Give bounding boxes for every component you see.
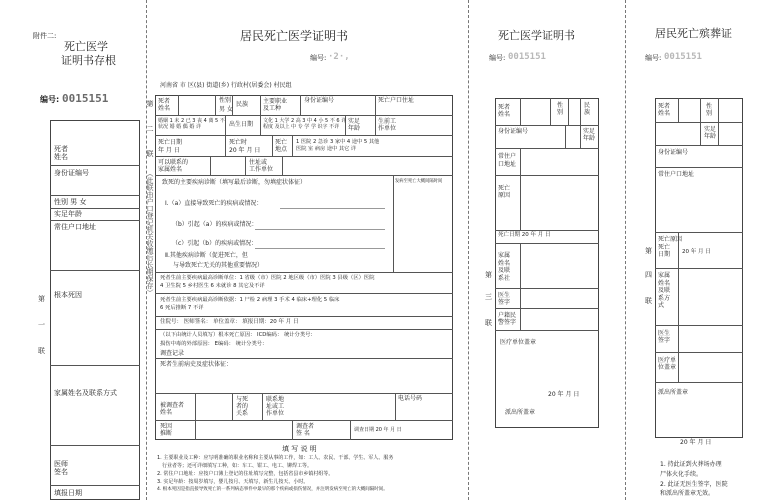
main-side-er: 二 xyxy=(146,125,154,132)
fourth-row-doctor: 医生 签字 xyxy=(658,330,671,345)
main-survey-date: 调查日期 20 年 月 日 xyxy=(354,427,402,433)
stub-row-family: 家属姓名及联系方式 xyxy=(54,389,117,397)
main-diag-other1: Ⅱ.其他疾病诊断（促进死亡，但 xyxy=(165,252,248,259)
fourth-serial-label: 编号: xyxy=(645,54,662,62)
main-r2-marital: 婚姻 1 未 2 已 3 丧 4 离 5 不 状况 婚 婚 偶 婚 详 xyxy=(158,118,225,131)
main-survey-label: 调查记录 xyxy=(160,350,185,357)
main-note-2: 2. 常住户口地址：应按户口簿上登记的住址填写完整，包括省县市乡镇村组等。 xyxy=(157,471,334,477)
main-note-1b: 行业者等；还可详细填写工种，如：车工、钳工、电工、铆焊工等。 xyxy=(162,463,313,469)
third-date: 20 年 月 日 xyxy=(548,391,580,398)
main-survey-contact: 联系地 址或工 作单位 xyxy=(266,396,285,418)
third-row-cause: 死亡 原因 xyxy=(498,185,511,200)
main-survey-history: 死者生前病史及症状体征： xyxy=(160,361,233,368)
stub-row-doctor: 医师 签名 xyxy=(54,460,68,477)
stub-serial-label: 编号: xyxy=(40,95,60,104)
stub-side-lian: 联 xyxy=(38,347,45,355)
stub-row-address: 常住户口地址 xyxy=(54,223,96,231)
main-r2-age: 实足 年龄 xyxy=(348,118,361,133)
main-side-instructions: （此联由户口登记机关收缴后长期保存） xyxy=(146,170,154,296)
fourth-row-address: 常住户口地址 xyxy=(658,171,695,178)
third-row-ethnic: 民 族 xyxy=(584,102,591,117)
main-serial-label: 编号: xyxy=(310,54,327,62)
fourth-note-1b: 尸体火化手续。 xyxy=(660,471,703,478)
fourth-side-lian: 联 xyxy=(645,297,652,305)
third-row-age: 实足 年龄 xyxy=(583,128,596,143)
fourth-row-family: 家属 姓名 及联 系方 式 xyxy=(658,272,671,309)
stub-title-line1: 死亡医学 xyxy=(64,40,108,53)
main-header-line: 河南省 市 区(县) 街道(乡) 行政村(居委会) 村民组 xyxy=(160,82,292,89)
main-r1-id-label: 身份证编号 xyxy=(304,97,335,104)
stub-attachment-label: 附件二: xyxy=(33,32,57,40)
stub-serial-number: 0015151 xyxy=(62,92,109,105)
stub-table xyxy=(50,120,140,500)
third-row-deathdate: 死亡日期 20 年 月 日 xyxy=(498,232,551,238)
main-r3-deathtime: 死亡时 20 年 月 日 xyxy=(229,139,261,154)
fourth-serial-number: 0015151 xyxy=(664,52,702,62)
main-note-3: 3. 实足年龄：按周岁填写，婴儿按月、天填写，新生儿按天、小时。 xyxy=(157,479,309,485)
main-diag-unit: 死者生前主要疾病最高诊断单位：1 省级（市）医院 2 地区级（市）医院 3 县级（区）医院 4 卫生院 5 乡村医生 6 未就诊 8 其它及不详 xyxy=(160,275,375,289)
third-title: 死亡医学证明书 xyxy=(498,29,575,42)
main-survey-phone: 电话号码 xyxy=(398,395,423,402)
stub-row-date: 填报日期 xyxy=(54,489,82,497)
fourth-death-date-value: 20 年 月 日 xyxy=(682,249,711,255)
perforation-line-3 xyxy=(625,0,626,500)
main-r1-occupation-label: 主要职业 及工种 xyxy=(263,98,288,113)
main-r1-ethnic-label: 民族 xyxy=(236,101,249,108)
main-title: 居民死亡医学证明书 xyxy=(240,29,349,43)
stub-side-di: 第 xyxy=(38,295,45,303)
main-notes-title: 填 写 说 明 xyxy=(282,445,317,453)
third-hospital-stamp: 医疗单位盖章 xyxy=(500,339,537,346)
main-survey-investigator: 调查者 签 名 xyxy=(296,423,315,438)
third-row-id: 身份证编号 xyxy=(498,128,529,135)
main-r1-name-label: 死者 姓名 xyxy=(158,98,171,113)
main-diag-b: （b）引起（a）的疾病或情况： xyxy=(172,221,258,228)
stub-row-gender: 性别 男 女 xyxy=(54,198,87,206)
main-diagnosis-interval: 发病至死亡大概间隔时间 xyxy=(395,179,443,184)
main-r3-place-options: 1 医院 2 急诊 3 家中 4 途中 5 其他 医院 室 病房 途中 其它 详 xyxy=(296,139,380,152)
main-sign-row: 住院号： 医师签名： 单位盖章： 填报日期：20 年 月 日 xyxy=(160,319,299,325)
main-diag-other2: 与导致死亡无关的其他重要情况） xyxy=(173,262,264,269)
main-r1-gender-options: 男 女 xyxy=(219,106,233,113)
fourth-row-age: 实足 年龄 xyxy=(704,126,717,141)
main-side-lian: 联 xyxy=(146,150,154,157)
third-side-lian: 联 xyxy=(485,319,492,327)
fourth-row-id: 身份证编号 xyxy=(658,149,689,156)
main-diag-a: Ⅰ.（a）直接导致死亡的疾病或情况： xyxy=(165,200,263,207)
third-serial-number: 0015151 xyxy=(508,52,546,62)
main-survey-relation: 与死 者的 关系 xyxy=(236,396,249,418)
fourth-date: 20 年 月 日 xyxy=(680,439,712,446)
fourth-row-deathdate: 死亡 日期 xyxy=(658,244,671,259)
third-row-address: 常住户 口地址 xyxy=(498,153,517,168)
main-r2-education: 文化 1 大学 2 高 3 中 4 小 5 不 6 详 程度 及以上 中 专 学 学 识字 不详 xyxy=(263,118,347,131)
fourth-row-gender: 性 别 xyxy=(706,103,713,118)
fourth-note-2: 2. 此证无医生签字，医院 xyxy=(660,481,728,488)
fourth-side-di: 第 xyxy=(645,247,652,255)
fourth-side-num: 四 xyxy=(645,271,652,279)
fourth-row-police: 派出所盖章 xyxy=(658,389,689,396)
third-row-doctor: 医生 签字 xyxy=(498,292,511,307)
main-survey-inference: 死因 推断 xyxy=(160,423,173,438)
stub-row-id: 身份证编号 xyxy=(54,169,89,177)
third-row-gender: 性 别 xyxy=(557,102,564,117)
stub-side-num: 一 xyxy=(38,321,45,329)
main-r3-place-label: 死亡 地点 xyxy=(275,139,288,154)
stub-row-name: 死者 姓名 xyxy=(54,145,68,162)
fourth-note-1: 1. 持此证到火葬场办理 xyxy=(660,461,722,468)
main-side-di: 第 xyxy=(146,100,154,107)
perforation-line-2 xyxy=(468,0,469,500)
main-note-4: 4. 根本死因是指直接导致死亡的一系列病态事件中最早的那个疾病或损伤情况，并注明发病至死亡的大概间隔时间。 xyxy=(157,487,388,492)
third-serial-label: 编号: xyxy=(489,54,506,62)
main-survey-respondent: 被调查者 姓名 xyxy=(160,402,185,417)
fourth-title: 居民死亡殡葬证 xyxy=(655,27,732,40)
third-police-stamp: 派出所盖章 xyxy=(505,409,536,416)
main-r1-gender-label: 性别 xyxy=(219,97,232,104)
main-r4-address: 住址或 工作单位 xyxy=(249,159,274,174)
fourth-row-cause: 死亡原因 xyxy=(658,236,683,243)
main-serial-number: ·2·, xyxy=(328,52,350,62)
fourth-note-2b: 和派出所盖章无效。 xyxy=(660,490,715,497)
main-r2-workunit: 生前工 作单位 xyxy=(378,118,397,133)
third-side-num: 三 xyxy=(485,293,492,301)
third-row-name: 死者 姓名 xyxy=(498,104,511,119)
third-side-di: 第 xyxy=(485,271,492,279)
third-row-police: 户籍民 警签字 xyxy=(498,312,517,327)
main-coding-row1: （以下由统计人员填写）根本死亡原因： ICD编码： 统计分类号： xyxy=(160,332,316,338)
main-r1-address-label: 死亡户口住址 xyxy=(378,97,415,104)
stub-title-line2: 证明书存根 xyxy=(61,54,116,67)
fourth-row-name: 死者 姓名 xyxy=(658,103,671,118)
main-r4-family: 可以联系的 家属姓名 xyxy=(158,159,189,174)
third-row-family: 家属 姓名 及联 系社 xyxy=(498,252,511,282)
main-coding-row2: 损伤中毒的外部原因： E编码： 统计分类号： xyxy=(160,341,268,347)
stub-row-age: 实足年龄 xyxy=(54,210,82,218)
main-r2-birthdate: 出生日期 xyxy=(229,121,254,128)
main-diagnosis-title: 致死的主要疾病诊断（填写最后诊断，勿填症状体征） xyxy=(162,179,307,186)
main-r3-deathdate: 死亡日期 年 月 日 xyxy=(158,139,183,154)
main-diag-c: （c）引起（b）的疾病或情况： xyxy=(172,240,258,247)
main-note-1: 1. 主要职业及工种：应写明准确的职业名称和主要从事的工作，如：工人、农民、干部、学生、军人、服务 xyxy=(157,455,394,461)
fourth-row-hospital: 医疗单 位盖章 xyxy=(658,357,677,372)
stub-row-cause: 根本死因 xyxy=(54,291,82,299)
main-diag-basis: 死者生前主要疾病最高诊断依据：1 尸检 2 病理 3 手术 4 临床+理化 5 临床 6 死后推断 7 不详 xyxy=(160,297,340,311)
